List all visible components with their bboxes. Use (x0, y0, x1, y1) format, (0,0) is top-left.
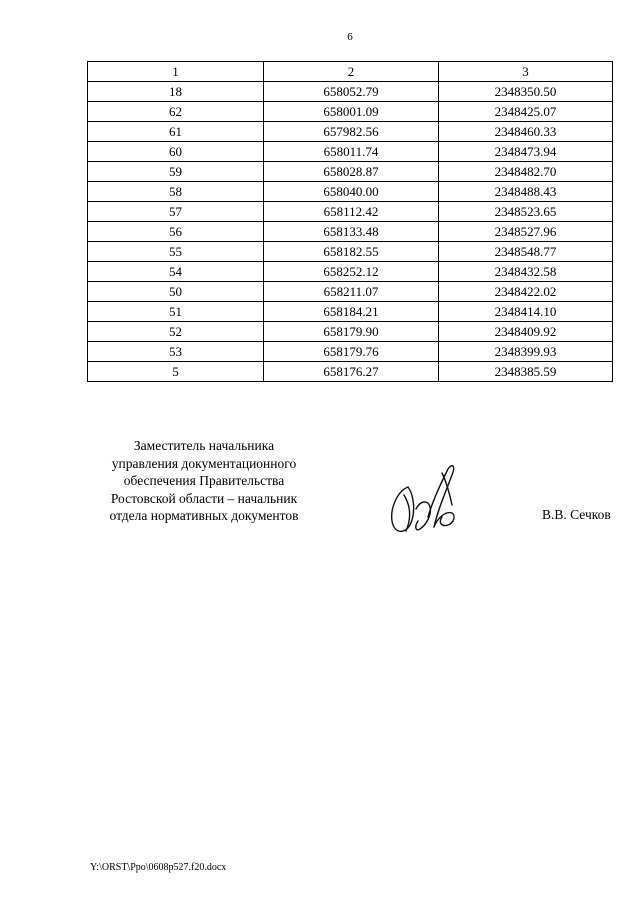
table-cell: 658133.48 (264, 222, 439, 242)
table-cell: 658112.42 (264, 202, 439, 222)
table-cell: 2348385.59 (439, 362, 613, 382)
table-cell: 51 (88, 302, 264, 322)
table-cell: 52 (88, 322, 264, 342)
page-number: 6 (347, 31, 353, 43)
table-row (88, 302, 613, 322)
table-cell: 54 (88, 262, 264, 282)
table-cell: 59 (88, 162, 264, 182)
table-header-cell: 2 (264, 62, 439, 82)
coordinates-table (87, 61, 613, 382)
table-cell: 658176.27 (264, 362, 439, 382)
table-cell: 658179.90 (264, 322, 439, 342)
signatory-title-line: управления документационного (111, 455, 297, 471)
table-header-cell: 1 (88, 62, 264, 82)
signatory-title-line: обеспечения Правительства (123, 473, 285, 488)
table-cell: 2348460.33 (439, 122, 613, 142)
table-header-cell: 3 (439, 62, 613, 82)
table-row (88, 242, 613, 262)
table-row (88, 122, 613, 142)
table-cell: 658011.74 (264, 142, 439, 162)
table-row (88, 222, 613, 242)
table-cell: 53 (88, 342, 264, 362)
table-row (88, 202, 613, 222)
table-cell: 2348414.10 (439, 302, 613, 322)
table-cell: 2348523.65 (439, 202, 613, 222)
table-cell: 2348482.70 (439, 162, 613, 182)
table-cell: 57 (88, 202, 264, 222)
table-cell: 55 (88, 242, 264, 262)
table-row (88, 322, 613, 342)
table-cell: 2348350.50 (439, 82, 613, 102)
table-row (88, 182, 613, 202)
table-cell: 658211.07 (264, 282, 439, 302)
table-cell: 658182.55 (264, 242, 439, 262)
table-body (88, 82, 613, 382)
handwritten-signature (380, 455, 470, 545)
table-cell: 2348425.07 (439, 102, 613, 122)
signatory-title-line: Ростовской области – начальник (110, 490, 298, 506)
table-cell: 658184.21 (264, 302, 439, 322)
table-cell: 658179.76 (264, 342, 439, 362)
table-cell: 658028.87 (264, 162, 439, 182)
table-row (88, 282, 613, 302)
table-row (88, 82, 613, 102)
table-cell: 658052.79 (264, 82, 439, 102)
file-path: Y:\ORST\Ppo\0608p527.f20.docx (90, 862, 227, 873)
table-row (88, 342, 613, 362)
table-cell: 60 (88, 142, 264, 162)
signatory-title-line: отдела нормативных документов (109, 508, 299, 523)
table-cell: 658252.12 (264, 262, 439, 282)
table-cell: 2348422.02 (439, 282, 613, 302)
signatory-title (88, 437, 320, 525)
table-cell: 658040.00 (264, 182, 439, 202)
table-cell: 56 (88, 222, 264, 242)
table-cell: 2348432.58 (439, 262, 613, 282)
table-row (88, 142, 613, 162)
table-cell: 2348527.96 (439, 222, 613, 242)
table-cell: 2348399.93 (439, 342, 613, 362)
table-cell: 2348409.92 (439, 322, 613, 342)
table-cell: 61 (88, 122, 264, 142)
table-cell: 18 (88, 82, 264, 102)
table-cell: 2348548.77 (439, 242, 613, 262)
table-cell: 657982.56 (264, 122, 439, 142)
table-cell: 2348473.94 (439, 142, 613, 162)
table-row (88, 162, 613, 182)
table-row (88, 362, 613, 382)
table-row (88, 102, 613, 122)
table-header-row (88, 62, 613, 82)
table-cell: 2348488.43 (439, 182, 613, 202)
signatory-title-line: Заместитель начальника (133, 438, 275, 453)
table-cell: 50 (88, 282, 264, 302)
table-cell: 58 (88, 182, 264, 202)
table-row (88, 262, 613, 282)
table-cell: 658001.09 (264, 102, 439, 122)
table-cell: 5 (88, 362, 264, 382)
signatory-name: В.В. Сечков (542, 507, 611, 522)
table-cell: 62 (88, 102, 264, 122)
